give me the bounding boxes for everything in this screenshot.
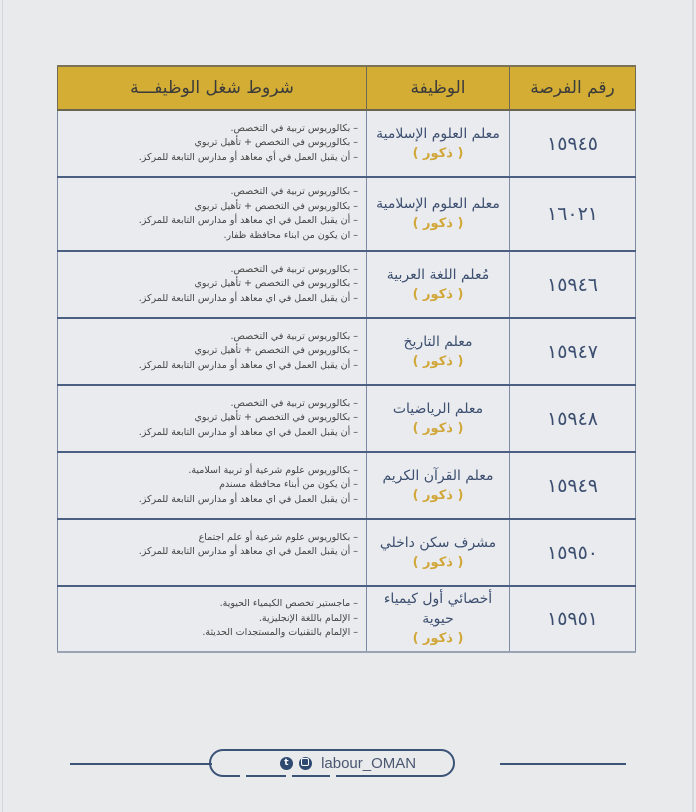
job-cell xyxy=(367,318,510,385)
requirement-item: – أن يقبل العمل في اي معاهد أو مدارس التابعة للمركز. xyxy=(138,292,358,304)
job-title: معلم القرآن الكريم xyxy=(382,467,494,484)
job-title: معلم العلوم الإسلامية xyxy=(376,196,500,212)
table-row xyxy=(58,385,636,452)
job-title: مشرف سكن داخلي xyxy=(379,534,497,551)
gender-label: ( ذكور ) xyxy=(412,420,464,436)
gender-label: ( ذكور ) xyxy=(412,554,464,570)
instagram-icon[interactable] xyxy=(299,757,312,770)
footer-frame-gap xyxy=(330,775,336,779)
requirement-item: – الإلمام باللغة الإنجليزية. xyxy=(258,612,358,624)
requirement-item: – أن يقبل العمل في اي معاهد أو مدارس التابعة للمركز. xyxy=(138,546,358,558)
job-cell xyxy=(367,385,510,452)
requirement-item: – بكالوريوس في التخصص + تأهيل تربوي xyxy=(194,137,358,149)
requirements-cell xyxy=(58,385,367,452)
job-cell xyxy=(367,110,510,177)
job-title: أخصائي أول كيمياء حيوية xyxy=(383,591,493,627)
header-opportunity-number: رقم الفرصة xyxy=(510,66,636,110)
job-title: معلم العلوم الإسلامية xyxy=(376,125,500,142)
gender-label: ( ذكور ) xyxy=(412,487,464,503)
job-cell xyxy=(367,586,510,652)
requirements-cell xyxy=(58,452,367,519)
requirements-cell xyxy=(58,251,367,318)
table-row xyxy=(58,586,636,652)
page-edge-left xyxy=(2,0,3,812)
requirement-item: – أن يقبل العمل في اي معاهد أو مدارس التابعة للمركز. xyxy=(138,215,358,226)
job-cell xyxy=(367,177,510,251)
jobs-table xyxy=(57,65,636,653)
requirement-item: – بكالوريوس في التخصص + تأهيل تربوي xyxy=(194,278,358,290)
gender-label: ( ذكور ) xyxy=(412,145,464,161)
requirements-cell xyxy=(58,586,367,652)
requirement-item: – أن يقبل العمل في أي معاهد أو مدارس التابعة للمركز. xyxy=(138,151,358,163)
opportunity-number: ١٥٩٥٠ xyxy=(510,519,636,586)
requirement-item: – بكالوريوس علوم شرعية أو علم اجتماع xyxy=(198,531,358,543)
requirement-item: – الإلمام بالتقنيات والمستجدات الحديثة. xyxy=(202,627,358,639)
requirement-item: – أن يقبل العمل في اي معاهد أو مدارس التابعة للمركز. xyxy=(138,493,358,505)
footer-frame-gap xyxy=(240,775,246,779)
job-title: مُعلم اللغة العربية xyxy=(386,266,490,283)
table-row xyxy=(58,519,636,586)
table-row xyxy=(58,452,636,519)
opportunity-number: ١٥٩٤٥ xyxy=(510,110,636,177)
page-edge-right xyxy=(692,0,694,812)
requirement-item: – ماجستير تخصص الكيمياء الحيوية. xyxy=(219,598,358,610)
gender-label: ( ذكور ) xyxy=(412,216,464,231)
requirement-item: – بكالوريوس في التخصص + تأهيل تربوي xyxy=(194,345,358,357)
requirement-item: – بكالوريوس تربية في التخصص. xyxy=(230,263,358,275)
job-cell xyxy=(367,452,510,519)
requirements-cell xyxy=(58,519,367,586)
opportunity-number: ١٥٩٤٦ xyxy=(510,251,636,318)
requirement-item: – بكالوريوس في التخصص + تأهيل تربوي xyxy=(194,200,358,212)
table-row xyxy=(58,318,636,385)
table-row xyxy=(58,177,636,251)
job-title: معلم الرياضيات xyxy=(392,400,484,417)
requirement-item: – ان يكون من ابناء محافظة ظفار. xyxy=(223,229,358,241)
social-handle[interactable] xyxy=(70,753,626,772)
requirement-item: – بكالوريوس في التخصص + تأهيل تربوي xyxy=(194,412,358,424)
job-cell xyxy=(367,251,510,318)
opportunity-number: ١٥٩٤٧ xyxy=(510,318,636,385)
table-row xyxy=(58,251,636,318)
requirement-item: – أن يكون من أبناء محافظة مسندم xyxy=(219,479,358,491)
requirement-item: – بكالوريوس تربية في التخصص. xyxy=(230,186,358,197)
handle-text: labour_OMAN xyxy=(321,755,417,772)
opportunity-number: ١٥٩٤٩ xyxy=(510,452,636,519)
requirement-item: – أن يقبل العمل في اي معاهد أو مدارس التابعة للمركز. xyxy=(138,359,358,371)
requirement-item: – أن يقبل العمل في اي معاهد أو مدارس التابعة للمركز. xyxy=(138,426,358,438)
job-title: معلم التاريخ xyxy=(403,333,473,350)
gender-label: ( ذكور ) xyxy=(412,631,464,646)
opportunity-number: ١٥٩٤٨ xyxy=(510,385,636,452)
header-job: الوظيفة xyxy=(367,66,510,110)
gender-label: ( ذكور ) xyxy=(412,286,464,302)
header-requirements: شروط شغل الوظيفـــة xyxy=(58,66,367,110)
requirements-cell xyxy=(58,318,367,385)
requirement-item: – بكالوريوس تربية في التخصص. xyxy=(230,122,358,134)
requirement-item: – بكالوريوس تربية في التخصص. xyxy=(230,397,358,409)
table-row xyxy=(58,110,636,177)
job-cell xyxy=(367,519,510,586)
footer-frame-gap xyxy=(286,775,292,779)
requirements-cell xyxy=(58,177,367,251)
requirement-item: – بكالوريوس علوم شرعية أو تربية اسلامية. xyxy=(188,464,358,476)
opportunity-number: ١٥٩٥١ xyxy=(510,586,636,652)
requirement-item: – بكالوريوس تربية في التخصص. xyxy=(230,330,358,342)
requirements-cell xyxy=(58,110,367,177)
footer-social-banner xyxy=(70,748,626,780)
opportunity-number: ١٦٠٢١ xyxy=(510,177,636,251)
table-header-row xyxy=(58,66,636,110)
twitter-icon[interactable]: t xyxy=(280,757,293,770)
gender-label: ( ذكور ) xyxy=(412,353,464,369)
